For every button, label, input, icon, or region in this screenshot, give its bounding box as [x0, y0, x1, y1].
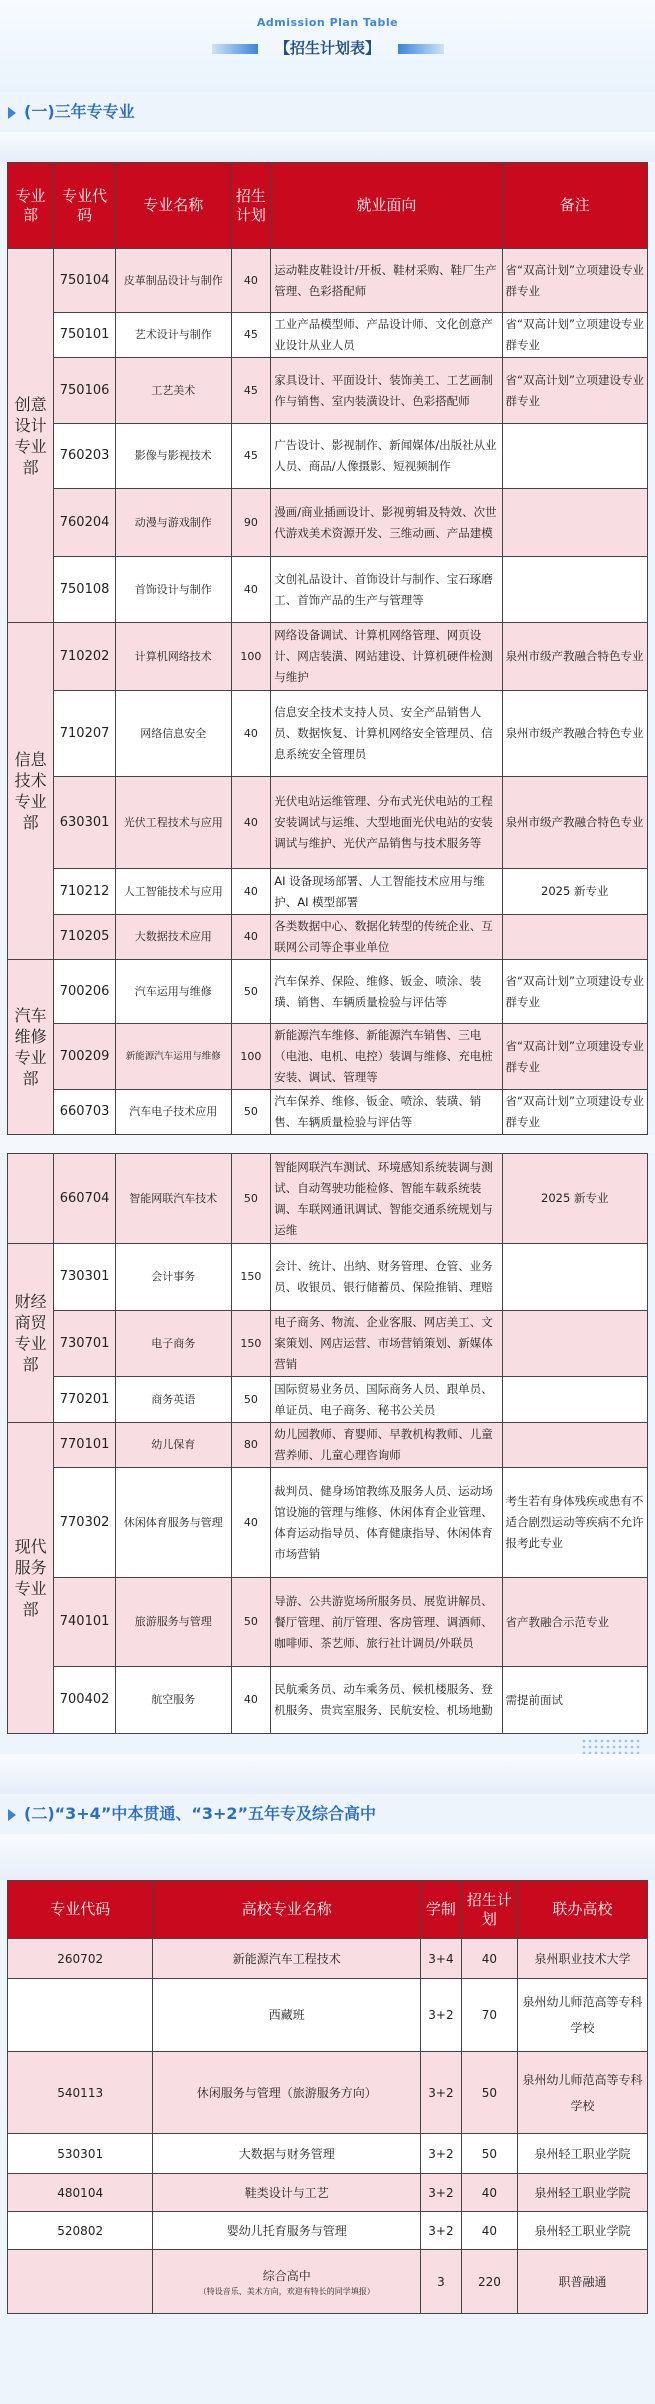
comprehensive-high-school-label: 综合高中 [262, 2269, 311, 2283]
note-cell: 省产教融合示范专业 [502, 1578, 647, 1667]
plan-cell: 50 [231, 960, 271, 1024]
years-cell: 3+4 [421, 1939, 462, 1979]
table-row [8, 249, 648, 313]
plan-cell: 40 [231, 557, 271, 623]
name-cell: 航空服务 [115, 1667, 231, 1734]
table-row [8, 960, 648, 1024]
job-cell: 各类数据中心、数据化转型的传统企业、互联网公司等企事业单位 [271, 915, 502, 960]
partner-cell: 泉州轻工职业学院 [517, 2134, 647, 2174]
plan-cell: 40 [231, 915, 271, 960]
page-title: 【招生计划表】 [218, 37, 438, 59]
note-cell [502, 1377, 647, 1423]
name-cell: 智能网联汽车技术 [115, 1154, 231, 1244]
table-row [8, 1377, 648, 1423]
plan-cell: 220 [461, 2250, 517, 2314]
plan-cell: 40 [461, 2212, 517, 2250]
table-row [8, 777, 648, 869]
partner-cell: 泉州轻工职业学院 [517, 2174, 647, 2212]
header-partner: 联办高校 [517, 1881, 647, 1939]
plan-cell: 100 [231, 623, 271, 691]
plan-cell: 45 [231, 358, 271, 424]
note-cell [502, 915, 647, 960]
three-year-majors-table [7, 162, 648, 1135]
table-row [8, 1667, 648, 1734]
name-cell: 计算机网络技术 [115, 623, 231, 691]
code-cell: 710205 [54, 915, 116, 960]
plan-cell: 40 [461, 2174, 517, 2212]
name-cell: 汽车运用与维修 [115, 960, 231, 1024]
note-cell: 省“双高计划”立项建设专业群专业 [502, 313, 647, 358]
job-cell: 国际贸易业务员、国际商务人员、跟单员、单证员、电子商务、秘书公关员 [271, 1377, 502, 1423]
name-cell: 人工智能技术与应用 [115, 869, 231, 915]
years-cell: 3+2 [421, 2174, 462, 2212]
plan-cell: 150 [231, 1244, 271, 1311]
name-cell: 电子商务 [115, 1311, 231, 1377]
five-year-programs-table [7, 1880, 648, 2314]
triangle-bullet-icon [8, 107, 16, 119]
table-row [8, 1154, 648, 1244]
job-cell: 工业产品模型师、产品设计师、文化创意产业设计从业人员 [271, 313, 502, 358]
dept-cell: 创意设计专业部 [8, 249, 54, 623]
years-cell: 3+2 [421, 2134, 462, 2174]
partner-cell: 泉州幼儿师范高等专科学校 [517, 2052, 647, 2134]
code-cell: 520802 [8, 2212, 153, 2250]
note-cell [502, 557, 647, 623]
note-cell [502, 424, 647, 489]
job-cell: 网络设备调试、计算机网络管理、网页设计、网店装潢、网站建设、计算机硬件检测与维护 [271, 623, 502, 691]
plan-cell: 40 [231, 777, 271, 869]
plan-cell: 50 [231, 1377, 271, 1423]
job-cell: 民航乘务员、动车乘务员、候机楼服务、登机服务、贵宾室服务、民航安检、机场地勤 [271, 1667, 502, 1734]
english-title: Admission Plan Table [256, 16, 399, 29]
code-cell: 750106 [54, 358, 116, 424]
plan-cell: 50 [461, 2052, 517, 2134]
table-row [8, 1578, 648, 1667]
code-cell: 480104 [8, 2174, 153, 2212]
table-row [8, 2250, 648, 2314]
name-cell: 首饰设计与制作 [115, 557, 231, 623]
job-cell: 裁判员、健身场馆教练及服务人员、运动场馆设施的管理与维修、休闲体育企业管理、体育运动指导员、体育健康指导、休闲体育市场营销 [271, 1468, 502, 1578]
code-cell: 730701 [54, 1311, 116, 1377]
note-cell: 需提前面试 [502, 1667, 647, 1734]
table-row [8, 1024, 648, 1090]
name-cell: 幼儿保育 [115, 1423, 231, 1468]
job-cell: 汽车保养、保险、维修、钣金、喷涂、装璜、销售、车辆质量检验与评估等 [271, 960, 502, 1024]
plan-cell: 150 [231, 1311, 271, 1377]
plan-cell: 40 [461, 1939, 517, 1979]
years-cell: 3+2 [421, 2212, 462, 2250]
years-cell: 3+2 [421, 1979, 462, 2052]
table-row [8, 1468, 648, 1578]
code-cell: 760204 [54, 489, 116, 557]
code-cell: 750104 [54, 249, 116, 313]
name-cell: 会计事务 [115, 1244, 231, 1311]
job-cell: 新能源汽车维修、新能源汽车销售、三电（电池、电机、电控）装调与维修、充电桩安装、调试、管理等 [271, 1024, 502, 1090]
triangle-bullet-icon [8, 1809, 16, 1821]
name-cell: 大数据与财务管理 [153, 2134, 421, 2174]
note-cell [502, 1423, 647, 1468]
partner-cell: 泉州轻工职业学院 [517, 2212, 647, 2250]
code-cell: 700402 [54, 1667, 116, 1734]
header-code: 专业代码 [8, 1881, 153, 1939]
code-cell: 770302 [54, 1468, 116, 1578]
name-cell: 鞋类设计与工艺 [153, 2174, 421, 2212]
job-cell: 家具设计、平面设计、装饰美工、工艺画制作与销售、室内装潢设计、色彩搭配师 [271, 358, 502, 424]
plan-cell: 45 [231, 424, 271, 489]
header-name: 高校专业名称 [153, 1881, 421, 1939]
name-cell: 影像与影视技术 [115, 424, 231, 489]
decorative-dots [581, 1738, 641, 1754]
table-row [8, 358, 648, 424]
table-break [0, 1135, 655, 1153]
code-cell: 770201 [54, 1377, 116, 1423]
note-cell: 省“双高计划”立项建设专业群专业 [502, 960, 647, 1024]
table-row [8, 869, 648, 915]
dept-cell: 财经商贸专业部 [8, 1244, 54, 1423]
job-cell: 汽车保养、维修、钣金、喷涂、装璜、销售、车辆质量检验与评估等 [271, 1090, 502, 1135]
name-cell: 光伏工程技术与应用 [115, 777, 231, 869]
code-cell: 730301 [54, 1244, 116, 1311]
name-cell: 新能源汽车运用与维修 [115, 1024, 231, 1090]
note-cell: 泉州市级产教融合特色专业 [502, 623, 647, 691]
header-note: 备注 [502, 163, 647, 249]
header-name: 专业名称 [115, 163, 231, 249]
job-cell: 运动鞋皮鞋设计/开板、鞋材采购、鞋厂生产管理、色彩搭配师 [271, 249, 502, 313]
job-cell: 光伏电站运维管理、分布式光伏电站的工程安装调试与运维、大型地面光伏电站的安装调试与维护、光伏产品销售与技术服务等 [271, 777, 502, 869]
table1-panel [7, 162, 648, 1135]
header-dept: 专业部 [8, 163, 54, 249]
code-cell: 700209 [54, 1024, 116, 1090]
name-cell: 休闲服务与管理（旅游服务方向） [153, 2052, 421, 2134]
section-2-title: (二)“3+4”中本贯通、“3+2”五年专及综合高中 [24, 1804, 377, 1823]
note-cell: 2025 新专业 [502, 869, 647, 915]
table-row [8, 1423, 648, 1468]
job-cell: 会计、统计、出纳、财务管理、仓管、业务员、收银员、银行储蓄员、保险推销、理赔 [271, 1244, 502, 1311]
plan-cell: 40 [231, 869, 271, 915]
table-row [8, 1090, 648, 1135]
code-cell: 660703 [54, 1090, 116, 1135]
note-cell: 泉州市级产教融合特色专业 [502, 691, 647, 777]
plan-cell: 50 [231, 1154, 271, 1244]
name-cell: 艺术设计与制作 [115, 313, 231, 358]
note-cell: 泉州市级产教融合特色专业 [502, 777, 647, 869]
years-cell: 3+2 [421, 2052, 462, 2134]
job-cell: 电子商务、物流、企业客服、网店美工、文案策划、网店运营、市场营销策划、新媒体营销 [271, 1311, 502, 1377]
job-cell: 幼儿园教师、育婴师、早教机构教师、儿童营养师、儿童心理咨询师 [271, 1423, 502, 1468]
partner-cell: 职普融通 [517, 2250, 647, 2314]
partner-cell: 泉州幼儿师范高等专科学校 [517, 1979, 647, 2052]
job-cell: 漫画/商业插画设计、影视剪辑及特效、次世代游戏美术资源开发、三维动画、产品建模 [271, 489, 502, 557]
code-cell: 760203 [54, 424, 116, 489]
table-row [8, 557, 648, 623]
table-row [8, 1979, 648, 2052]
name-cell: 婴幼儿托育服务与管理 [153, 2212, 421, 2250]
table1-continued-panel [7, 1153, 648, 1734]
table-row [8, 2052, 648, 2134]
job-cell: 信息安全技术支持人员、安全产品销售人员、数据恢复、计算机网络安全管理员、信息系统安全管理员 [271, 691, 502, 777]
partner-cell: 泉州职业技术大学 [517, 1939, 647, 1979]
name-cell: 网络信息安全 [115, 691, 231, 777]
plan-cell: 80 [231, 1423, 271, 1468]
section-1-heading [0, 92, 655, 132]
note-cell [502, 1311, 647, 1377]
job-cell: 文创礼品设计、首饰设计与制作、宝石琢磨工、首饰产品的生产与管理等 [271, 557, 502, 623]
job-cell: AI 设备现场部署、人工智能技术应用与维护、AI 模型部署 [271, 869, 502, 915]
plan-cell: 50 [461, 2134, 517, 2174]
code-cell: 710212 [54, 869, 116, 915]
table-row [8, 424, 648, 489]
code-cell: 700206 [54, 960, 116, 1024]
table-row [8, 623, 648, 691]
name-cell: 西藏班 [153, 1979, 421, 2052]
note-cell: 考生若有身体残疾或患有不适合剧烈运动等疾病不允许报考此专业 [502, 1468, 647, 1578]
plan-cell: 50 [231, 1090, 271, 1135]
table-header-row [8, 163, 648, 249]
name-cell [153, 2250, 421, 2314]
job-cell: 导游、公共游览场所服务员、展览讲解员、餐厅管理、前厅管理、客房管理、调酒师、咖啡师、茶艺师、旅行社计调员/外联员 [271, 1578, 502, 1667]
code-cell: 710202 [54, 623, 116, 691]
dept-cell: 汽车维修专业部 [8, 960, 54, 1135]
table-row [8, 489, 648, 557]
header-job: 就业面向 [271, 163, 502, 249]
table-row [8, 2212, 648, 2250]
table-row [8, 1244, 648, 1311]
name-cell: 旅游服务与管理 [115, 1578, 231, 1667]
table-row [8, 915, 648, 960]
dept-cell: 信息技术专业部 [8, 623, 54, 960]
plan-cell: 50 [231, 1578, 271, 1667]
code-cell [8, 1979, 153, 2052]
years-cell: 3 [421, 2250, 462, 2314]
dept-cell-continued [8, 1154, 54, 1244]
code-cell: 750101 [54, 313, 116, 358]
code-cell: 710207 [54, 691, 116, 777]
plan-cell: 40 [231, 691, 271, 777]
section-1-title: (一)三年专专业 [24, 102, 135, 121]
table-row [8, 313, 648, 358]
plan-cell: 90 [231, 489, 271, 557]
page-header [0, 0, 655, 92]
code-cell: 260702 [8, 1939, 153, 1979]
divider-band [0, 1834, 655, 1880]
code-cell: 770101 [54, 1423, 116, 1468]
note-cell: 省“双高计划”立项建设专业群专业 [502, 1024, 647, 1090]
job-cell: 智能网联汽车测试、环境感知系统装调与测试、自动驾驶功能检修、智能车载系统装调、车联网通讯调试、智能交通系统规划与运维 [271, 1154, 502, 1244]
note-cell: 省“双高计划”立项建设专业群专业 [502, 249, 647, 313]
plan-cell: 70 [461, 1979, 517, 2052]
plan-cell: 40 [231, 249, 271, 313]
comprehensive-high-school-note: （特设音乐、美术方向，欢迎有特长的同学填报） [198, 2287, 375, 2296]
header-years: 学制 [421, 1881, 462, 1939]
header-code: 专业代码 [54, 163, 116, 249]
code-cell: 530301 [8, 2134, 153, 2174]
code-cell: 750108 [54, 557, 116, 623]
name-cell: 工艺美术 [115, 358, 231, 424]
header-plan: 招生计划 [231, 163, 271, 249]
name-cell: 大数据技术应用 [115, 915, 231, 960]
divider-band [0, 132, 655, 162]
name-cell: 皮革制品设计与制作 [115, 249, 231, 313]
plan-cell: 45 [231, 313, 271, 358]
name-cell: 动漫与游戏制作 [115, 489, 231, 557]
name-cell: 新能源汽车工程技术 [153, 1939, 421, 1979]
table-row [8, 2134, 648, 2174]
plan-cell: 40 [231, 1468, 271, 1578]
note-cell [502, 489, 647, 557]
three-year-majors-table-continued [7, 1153, 648, 1734]
table-row [8, 1311, 648, 1377]
job-cell: 广告设计、影视制作、新闻媒体/出版社从业人员、商品/人像摄影、短视频制作 [271, 424, 502, 489]
divider-band [0, 1754, 655, 1794]
table-row [8, 2174, 648, 2212]
table-row [8, 691, 648, 777]
code-cell [8, 2250, 153, 2314]
name-cell: 商务英语 [115, 1377, 231, 1423]
table-row [8, 1939, 648, 1979]
code-cell: 630301 [54, 777, 116, 869]
name-cell: 休闲体育服务与管理 [115, 1468, 231, 1578]
table2-panel [7, 1880, 648, 2314]
plan-cell: 40 [231, 1667, 271, 1734]
table-header-row [8, 1881, 648, 1939]
code-cell: 660704 [54, 1154, 116, 1244]
note-cell [502, 1244, 647, 1311]
section-2-heading [0, 1794, 655, 1834]
name-cell: 汽车电子技术应用 [115, 1090, 231, 1135]
note-cell: 省“双高计划”立项建设专业群专业 [502, 1090, 647, 1135]
plan-cell: 100 [231, 1024, 271, 1090]
note-cell: 省“双高计划”立项建设专业群专业 [502, 358, 647, 424]
note-cell: 2025 新专业 [502, 1154, 647, 1244]
code-cell: 740101 [54, 1578, 116, 1667]
header-plan: 招生计划 [461, 1881, 517, 1939]
dept-cell: 现代服务专业部 [8, 1423, 54, 1734]
code-cell: 540113 [8, 2052, 153, 2134]
